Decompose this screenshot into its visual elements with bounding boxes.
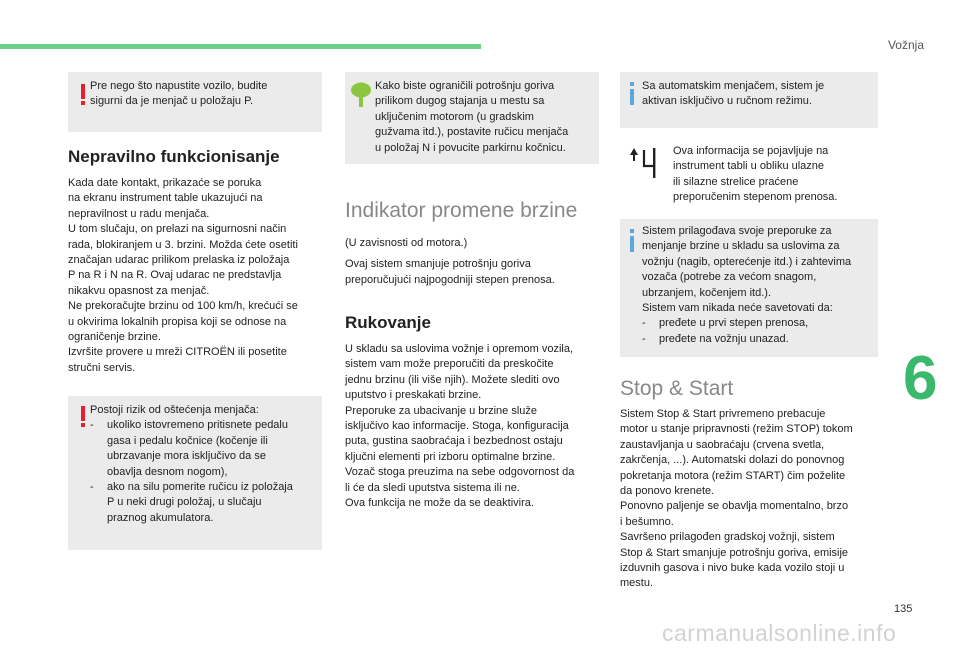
info-note-adaptive (620, 219, 878, 357)
info-icon (629, 82, 635, 106)
body-line: na ekranu instrument table ukazujući na (68, 192, 263, 205)
body-line: Sistem Stop & Start privremeno prebacuje (620, 408, 826, 420)
list-item: - pređete u prvi stepen prenosa, (642, 316, 876, 331)
body-line: U skladu sa uslovima vožnje i opremom vozila, (345, 343, 574, 355)
body-line: motor u stanje pripravnosti (režim STOP) tokom (620, 423, 853, 436)
body-line: u okvirima lokalnih propisa koji se odnose na (68, 315, 287, 328)
body-line: mestu. (620, 577, 654, 590)
note-line: Sistem vam nikada neće savetovati da: (642, 302, 833, 315)
body-line: isključivo kao informacije. Stoga, konfiguracija (345, 420, 569, 433)
body-line: izduvnih gasova i nivo buke kada vozilo stoji u (620, 562, 845, 575)
warning-exclamation-icon (78, 406, 88, 428)
body-line: uputstvo i preskakati brzine. (345, 389, 482, 402)
body-line: jednu brzinu (ili više njih). Možete slediti ovo (345, 373, 560, 386)
warning-note-damage (68, 396, 322, 550)
list-line: ako na silu pomerite ručicu iz položaja (107, 481, 293, 494)
info-note-automatic (620, 72, 878, 128)
body-line: i bešumno. (620, 515, 674, 528)
body-line: Izvršite provere u mreži CITROËN ili posetite (68, 346, 287, 359)
note-line: prilikom dugog stajanja u mestu sa (375, 95, 545, 108)
note-line: sigurni da je menjač u položaju P. (90, 95, 254, 108)
list-item: - pređete na vožnju unazad. (642, 332, 876, 347)
body-line: li će da sledi uputstva sistema ili ne. (345, 481, 520, 494)
list-line: obavlja desnom nogom), (107, 465, 228, 478)
list-line: pređete na vožnju unazad. (659, 332, 789, 345)
body-line: Vozač stoga preuzima na sebe odgovornost da (345, 466, 575, 479)
note-line: Kako biste ograničili potrošnju goriva (375, 80, 555, 92)
heading-malfunction: Nepravilno funkcionisanje (68, 147, 280, 166)
list-line: gasa i pedalu kočnice (kočenje ili (107, 434, 268, 447)
page-number: 135 (894, 603, 913, 615)
body-line: P na R i N na R. Ovaj udarac ne predstavlja (68, 269, 282, 282)
section-title: Vožnja (887, 38, 924, 52)
warning-exclamation-icon (78, 84, 88, 106)
list-line: P u neki drugi položaj, u slučaju (107, 496, 262, 509)
body-line: puta, gustina saobraćaja i bezbednost ostaju (345, 435, 563, 448)
body-line: preporučujući najpogodniji stepen prenosa. (345, 273, 555, 286)
body-line: U tom slučaju, on prelazi na sigurnosni način (68, 223, 287, 236)
body-line: Ne prekoračujte brzinu od 100 km/h, krećući se (68, 300, 298, 313)
note-line: menjanje brzine u skladu sa uslovima za (642, 240, 840, 253)
note-line: ubrzanjem, kočenjem itd.). (642, 286, 771, 299)
body-line: značajan udarac prilikom prelaska iz položaja (68, 254, 290, 267)
body-line: ključni elementi pri izboru optimalne brzine. (345, 450, 556, 463)
body-line: Ponovno paljenje se obavlja momentalno, brzo (620, 500, 849, 513)
body-line: stručni servis. (68, 361, 136, 374)
body-line: nikakvu opasnost za menjač. (68, 284, 210, 297)
body-line: zakrčenja, ...). Automatski dolazi do ponovnog (620, 454, 845, 467)
heading-gear-indicator: Indikator promene brzine (345, 199, 578, 222)
list-line: ukoliko istovremeno pritisnete pedalu (107, 419, 288, 432)
body-line: rada, blokiranjem u 3. brzini. Možda ćete osetiti (68, 238, 298, 251)
body-line: Savršeno prilagođen gradskoj vožnji, sistem (620, 531, 835, 544)
stop-start-body (620, 407, 884, 592)
list-item: - ukoliko istovremeno pritisnete pedalu gasa i pedalu kočnice (kočenje ili ubrzavanje mora isključivo da se obavlja desnom nogom), (90, 418, 318, 480)
header-accent-bar (0, 44, 481, 49)
body-line: sistem vam može preporučiti da preskočite (345, 358, 554, 371)
note-line: vozača (potrebe za većom snagom, (642, 271, 817, 284)
watermark: carmanualsonline.info (662, 620, 897, 646)
body-line: Ova informacija se pojavljuje na (673, 145, 829, 157)
info-icon (629, 229, 635, 253)
note-line: vožnju (nagib, opterećenje itd.) i zahtevima (642, 255, 852, 268)
body-line: Stop & Start smanjuje potrošnju goriva, emisije (620, 546, 849, 559)
paragraph: (U zavisnosti od motora.) (345, 237, 468, 249)
body-line: preporučenim stepenom prenosa. (673, 191, 838, 204)
list-item: - ako na silu pomerite ručicu iz položaja P u neki drugi položaj, u slučaju praznog akumulatora. (90, 480, 318, 526)
eco-tree-icon (350, 82, 372, 108)
note-line: u položaj N i povucite parkirnu kočnicu. (375, 141, 566, 154)
body-line: Ovaj sistem smanjuje potrošnju goriva (345, 258, 531, 271)
shift-info-text (673, 144, 885, 206)
body-line: Kada date kontakt, prikazaće se poruka (68, 177, 262, 189)
note-line: Sa automatskim menjačem, sistem je (642, 80, 825, 92)
heading-stop-start: Stop & Start (620, 377, 734, 400)
eco-note (345, 72, 599, 164)
chapter-number: 6 (903, 344, 938, 413)
list-line: praznog akumulatora. (107, 511, 214, 524)
note-intro: Postoji rizik od oštećenja menjača: (90, 404, 259, 416)
body-line: ili silazne strelice praćene (673, 175, 799, 188)
warning-note-park (68, 72, 322, 132)
list-line: pređete u prvi stepen prenosa, (659, 317, 809, 330)
gear-shift-indicator-icon (626, 146, 658, 180)
body-line: pokretanja motora (režim START) čim poželite (620, 469, 846, 482)
malfunction-body (68, 176, 330, 376)
body-line: Preporuke za ubacivanje u brzine služe (345, 404, 538, 417)
note-line: aktivan isključivo u ručnom režimu. (642, 95, 812, 108)
gear-indicator-text (345, 236, 601, 288)
body-line: instrument tabli u obliku ulazne (673, 160, 825, 173)
body-line: ograničenje brzine. (68, 331, 161, 344)
body-line: Ova funkcija ne može da se deaktivira. (345, 497, 534, 510)
body-line: zaustavljanja u saobraćaju (crvena svetla, (620, 438, 825, 451)
note-line: uključenim motorom (u gradskim (375, 110, 534, 123)
note-line: Sistem prilagođava svoje preporuke za (642, 225, 832, 237)
note-line: gužvama itd.), postavite ručicu menjača (375, 126, 569, 139)
body-line: nepravilnost u radu menjača. (68, 207, 210, 220)
body-line: da ponovo krenete. (620, 485, 715, 498)
list-line: ubrzavanje mora isključivo da se (107, 450, 266, 463)
operation-body (345, 342, 603, 511)
heading-operation: Rukovanje (345, 313, 431, 332)
note-line: Pre nego što napustite vozilo, budite (90, 80, 268, 92)
